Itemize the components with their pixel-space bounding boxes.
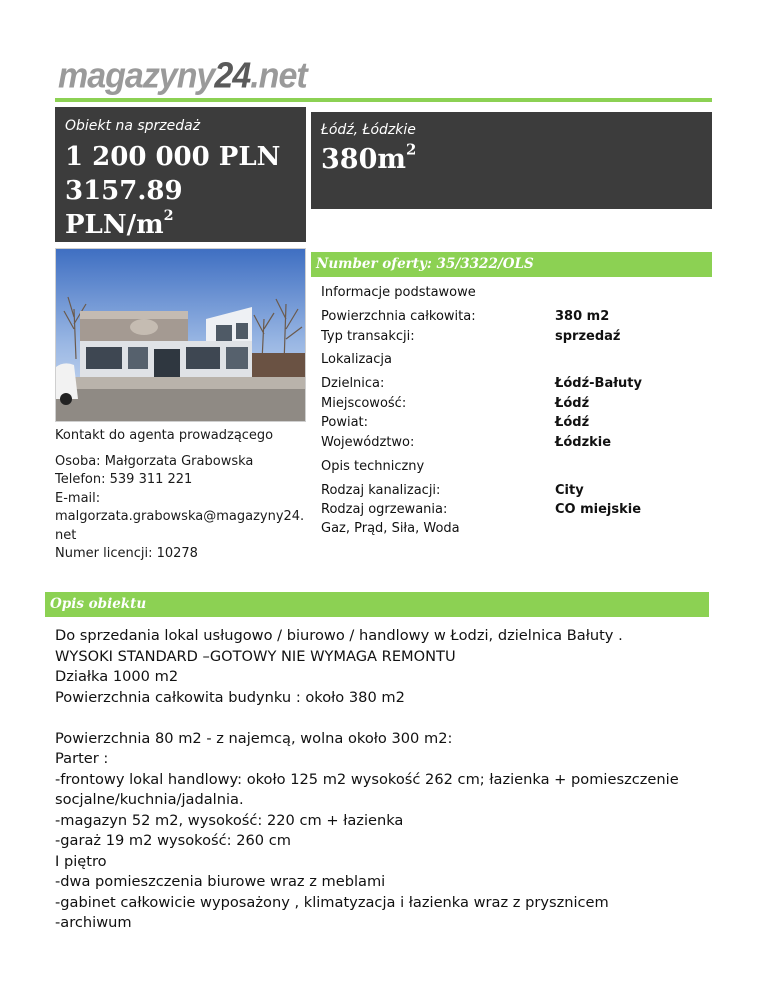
description-line: Powierzchnia całkowita budynku : około 380 m2	[55, 688, 405, 706]
contact-phone[interactable]: Telefon: 539 311 221	[55, 472, 193, 487]
info-value-area: 380 m2	[555, 309, 610, 324]
description-line: -frontowy lokal handlowy: około 125 m2 wysokość 262 cm; łazienka + pomieszczenie	[55, 770, 679, 788]
building-photo-icon	[56, 249, 306, 422]
description-line: Powierzchnia 80 m2 - z najemcą, wolna około 300 m2:	[55, 729, 453, 747]
description-line: Działka 1000 m2	[55, 668, 179, 685]
contact-email-line2[interactable]: net	[55, 527, 77, 543]
description-title-bar: Opis obiektu	[45, 592, 709, 617]
section-title-technical: Opis techniczny	[321, 459, 425, 474]
info-value-district: Łódź-Bałuty	[555, 376, 642, 391]
description-line: -garaż 19 m2 wysokość: 260 cm	[55, 832, 291, 849]
description-line: socjalne/kuchnia/jadalnia.	[55, 791, 244, 808]
info-label-area: Powierzchnia całkowita:	[321, 309, 476, 324]
location-section	[321, 350, 711, 454]
section-title-basic: Informacje podstawowe	[321, 285, 476, 300]
offer-type-label: Obiekt na sprzedaż	[65, 118, 201, 134]
logo-text-part1: magazyny	[58, 56, 215, 96]
price-box	[55, 107, 306, 242]
price-per-m2-value: 3157.89	[65, 176, 183, 206]
info-label-voivodeship: Województwo:	[321, 435, 415, 450]
contact-email-label: E-mail:	[55, 490, 101, 506]
section-title-location: Lokalizacja	[321, 352, 392, 367]
info-label-utilities: Gaz, Prąd, Siła, Woda	[321, 521, 460, 536]
location-label: Łódź, Łódzkie	[321, 122, 416, 138]
info-value-sewage: City	[555, 483, 584, 498]
contact-person: Osoba: Małgorzata Grabowska	[55, 453, 254, 469]
price-block	[65, 140, 296, 242]
contact-title: Kontakt do agenta prowadzącego	[55, 428, 274, 443]
info-label-transaction: Typ transakcji:	[321, 329, 415, 344]
price-per-m2-unit: PLN/$m^2$	[65, 208, 174, 240]
description-line: -gabinet całkowicie wyposażony , klimatyzacja i łazienka wraz z prysznicem	[55, 893, 609, 911]
basic-info-section	[321, 283, 711, 343]
technical-section	[321, 457, 711, 541]
description-line: Do sprzedania lokal usługowo / biurowo / handlowy w Łodzi, dzielnica Bałuty .	[55, 627, 623, 644]
site-logo[interactable]	[58, 56, 307, 96]
info-value-heating: CO miejskie	[555, 502, 642, 517]
logo-text-part3: .net	[250, 56, 307, 96]
description-body	[55, 626, 715, 934]
info-label-district: Dzielnica:	[321, 376, 385, 391]
description-line: -dwa pomieszczenia biurowe wraz z meblami	[55, 873, 386, 890]
contact-email-line1[interactable]: malgorzata.grabowska@magazyny24.	[55, 509, 305, 524]
contact-license: Numer licencji: 10278	[55, 546, 198, 561]
info-label-county: Powiat:	[321, 415, 369, 430]
header-divider	[55, 98, 712, 102]
price-value: 1 200 000 PLN	[65, 142, 281, 172]
description-line: -archiwum	[55, 914, 132, 931]
description-line: WYSOKI STANDARD –GOTOWY NIE WYMAGA REMONTU	[55, 647, 456, 665]
info-value-voivodeship: Łódzkie	[555, 435, 612, 450]
description-line: -magazyn 52 m2, wysokość: 220 cm + łazienka	[55, 811, 404, 829]
info-label-city: Miejscowość:	[321, 396, 407, 411]
logo-text-part2: 24	[214, 56, 251, 96]
info-value-county: Łódź	[555, 415, 590, 430]
info-value-transaction: sprzedaź	[555, 329, 621, 344]
info-label-heating: Rodzaj ogrzewania:	[321, 502, 448, 517]
description-gap	[55, 708, 715, 729]
agent-contact	[55, 427, 307, 564]
building-photo[interactable]	[55, 248, 306, 422]
offer-number-bar: Number oferty: 35/3322/OLS	[311, 252, 712, 277]
area-value: $380m^2$	[321, 140, 417, 175]
description-line: Parter :	[55, 750, 109, 767]
info-label-sewage: Rodzaj kanalizacji:	[321, 483, 441, 498]
area-box	[311, 112, 712, 209]
info-value-city: Łódź	[555, 396, 590, 411]
description-line: I piętro	[55, 852, 107, 870]
